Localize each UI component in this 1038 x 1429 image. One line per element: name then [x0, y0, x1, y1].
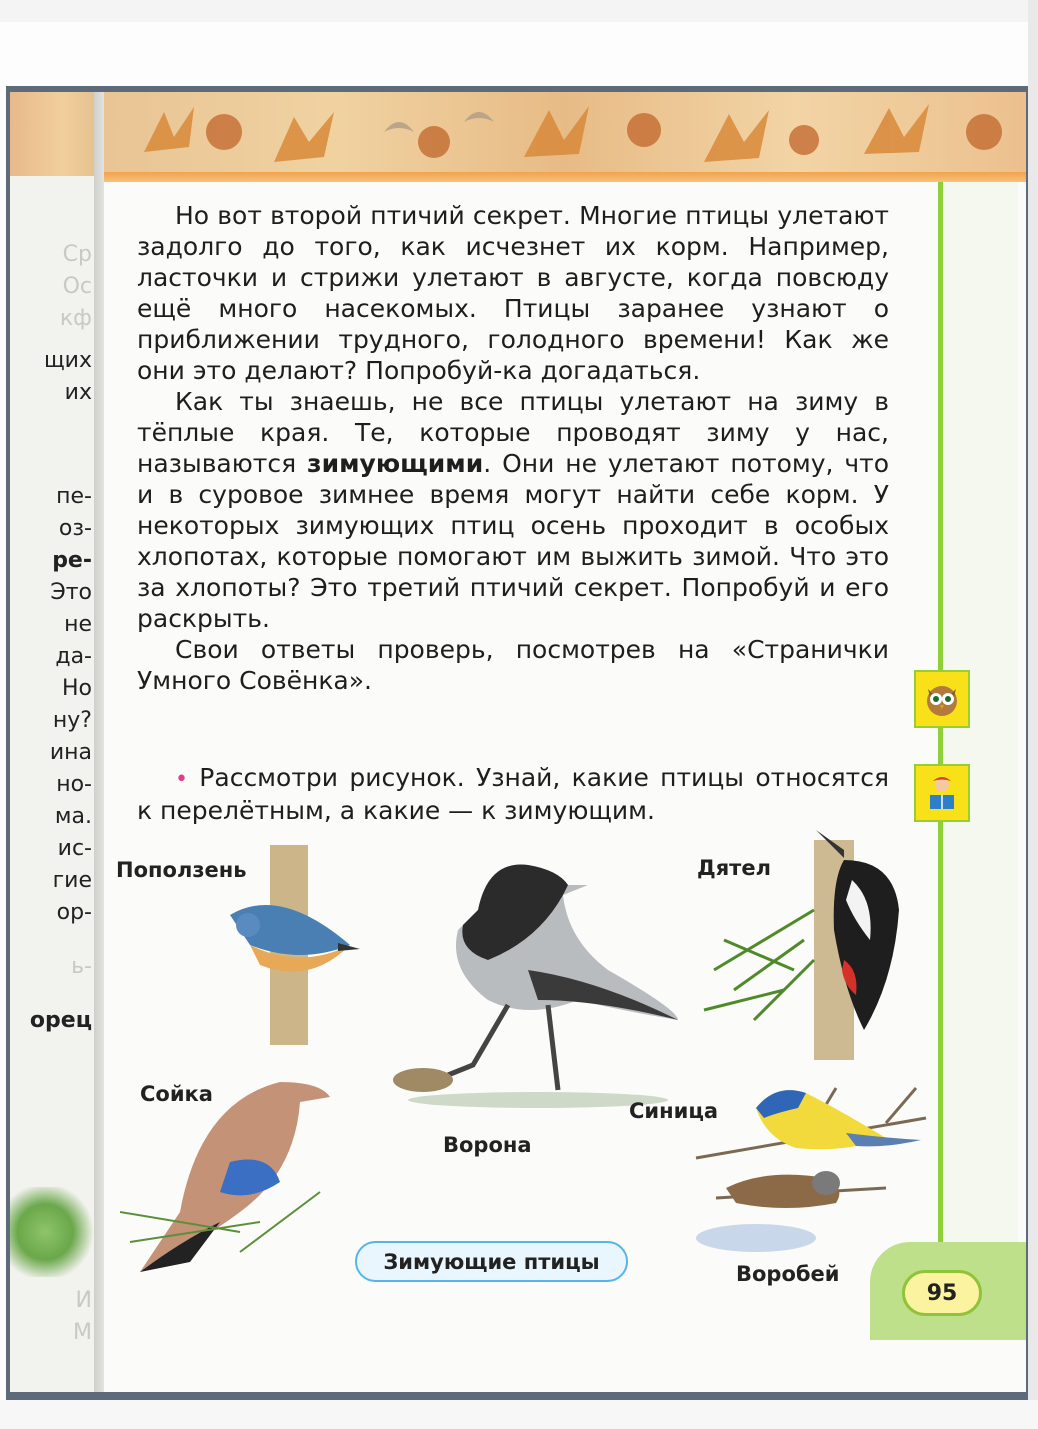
left-page-line: ор-	[56, 900, 92, 925]
left-page-line: щих	[43, 348, 92, 373]
scan-margin-top	[0, 0, 1038, 22]
autumn-leaves-banner	[104, 92, 1026, 172]
paragraph-text: Как ты знаешь, не все птицы улетают на зиму в тёплые края. Те, которые проводят зиму у нас, называются	[137, 387, 889, 478]
paragraph-wintering-birds	[137, 386, 889, 634]
left-page-line: Ср	[62, 242, 92, 267]
paragraph-text: . Они не улетают потому, что и в суровое зимнее время могут найти себе корм. У некоторых зимующих птиц осень проходит в особых хлопотах, которые помогают им выжить зимой. Что это за хлопоты? Это третий птичий секрет. Попробуй и его раскрыть.	[137, 449, 890, 633]
label-sparrow: Воробей	[736, 1262, 840, 1286]
left-page-line: ну?	[52, 708, 92, 733]
tit-and-sparrow-illustration	[686, 1078, 936, 1258]
caption-wintering-birds: Зимующие птицы	[355, 1241, 628, 1282]
left-page-line: не	[64, 612, 92, 637]
task-text	[137, 762, 889, 826]
left-page-line: их	[64, 380, 92, 405]
left-page-line: ре-	[52, 548, 92, 573]
left-page-line: оз-	[58, 516, 92, 541]
previous-page-fragment	[10, 92, 98, 1392]
term-wintering: зимующими	[307, 449, 484, 478]
banner-orange-band	[104, 172, 1026, 182]
left-page-line: Ос	[62, 274, 92, 299]
leaf-decoration	[10, 1187, 98, 1277]
scan-margin-bottom	[0, 1400, 1038, 1429]
previous-page-banner	[10, 92, 98, 176]
label-jay: Сойка	[140, 1082, 213, 1106]
right-margin-band	[943, 182, 1018, 1277]
reading-child-icon	[914, 764, 970, 822]
main-text	[137, 200, 889, 696]
label-nuthatch: Поползень	[116, 858, 247, 882]
paragraph-check-answers: Свои ответы проверь, посмотрев на «Странички Умного Совёнка».	[137, 635, 889, 695]
left-page-line: ма.	[54, 804, 92, 829]
left-page-line: пе-	[56, 484, 92, 509]
paragraph-second-secret: Но вот второй птичий секрет. Многие птицы улетают задолго до того, как исчезнет их корм. Например, ласточки и стрижи улетают в августе, когда повсюду ещё много насекомых. Птицы заранее узнают о приближении трудного, голодного времени! Как же они это делают? Попробуй-ка догадаться.	[137, 201, 889, 385]
left-page-line: Это	[50, 580, 92, 605]
task-instruction: Рассмотри рисунок. Узнай, какие птицы относятся к перелётным, а какие — к зимующим.	[137, 763, 889, 825]
left-page-line: Но	[61, 676, 92, 701]
left-page-line: гие	[52, 868, 92, 893]
left-page-line: но-	[56, 772, 92, 797]
left-page-line: ь-	[71, 954, 92, 979]
left-page-line: кф	[59, 306, 92, 331]
left-page-line: И	[75, 1288, 92, 1313]
left-page-line: орец	[29, 1008, 92, 1033]
label-tit: Синица	[629, 1099, 719, 1123]
label-crow: Ворона	[443, 1133, 532, 1157]
owl-icon	[914, 670, 970, 728]
left-page-line: М	[73, 1320, 92, 1345]
scan-margin-right	[1028, 0, 1038, 1429]
green-margin-line	[938, 182, 943, 1277]
page-number: 95	[902, 1270, 982, 1316]
crow-illustration	[378, 850, 678, 1110]
label-woodpecker: Дятел	[697, 856, 771, 880]
task-bullet: •	[175, 767, 188, 792]
left-page-line: ина	[49, 740, 92, 765]
left-page-line: ис-	[57, 836, 92, 861]
left-page-line: да-	[55, 644, 92, 669]
